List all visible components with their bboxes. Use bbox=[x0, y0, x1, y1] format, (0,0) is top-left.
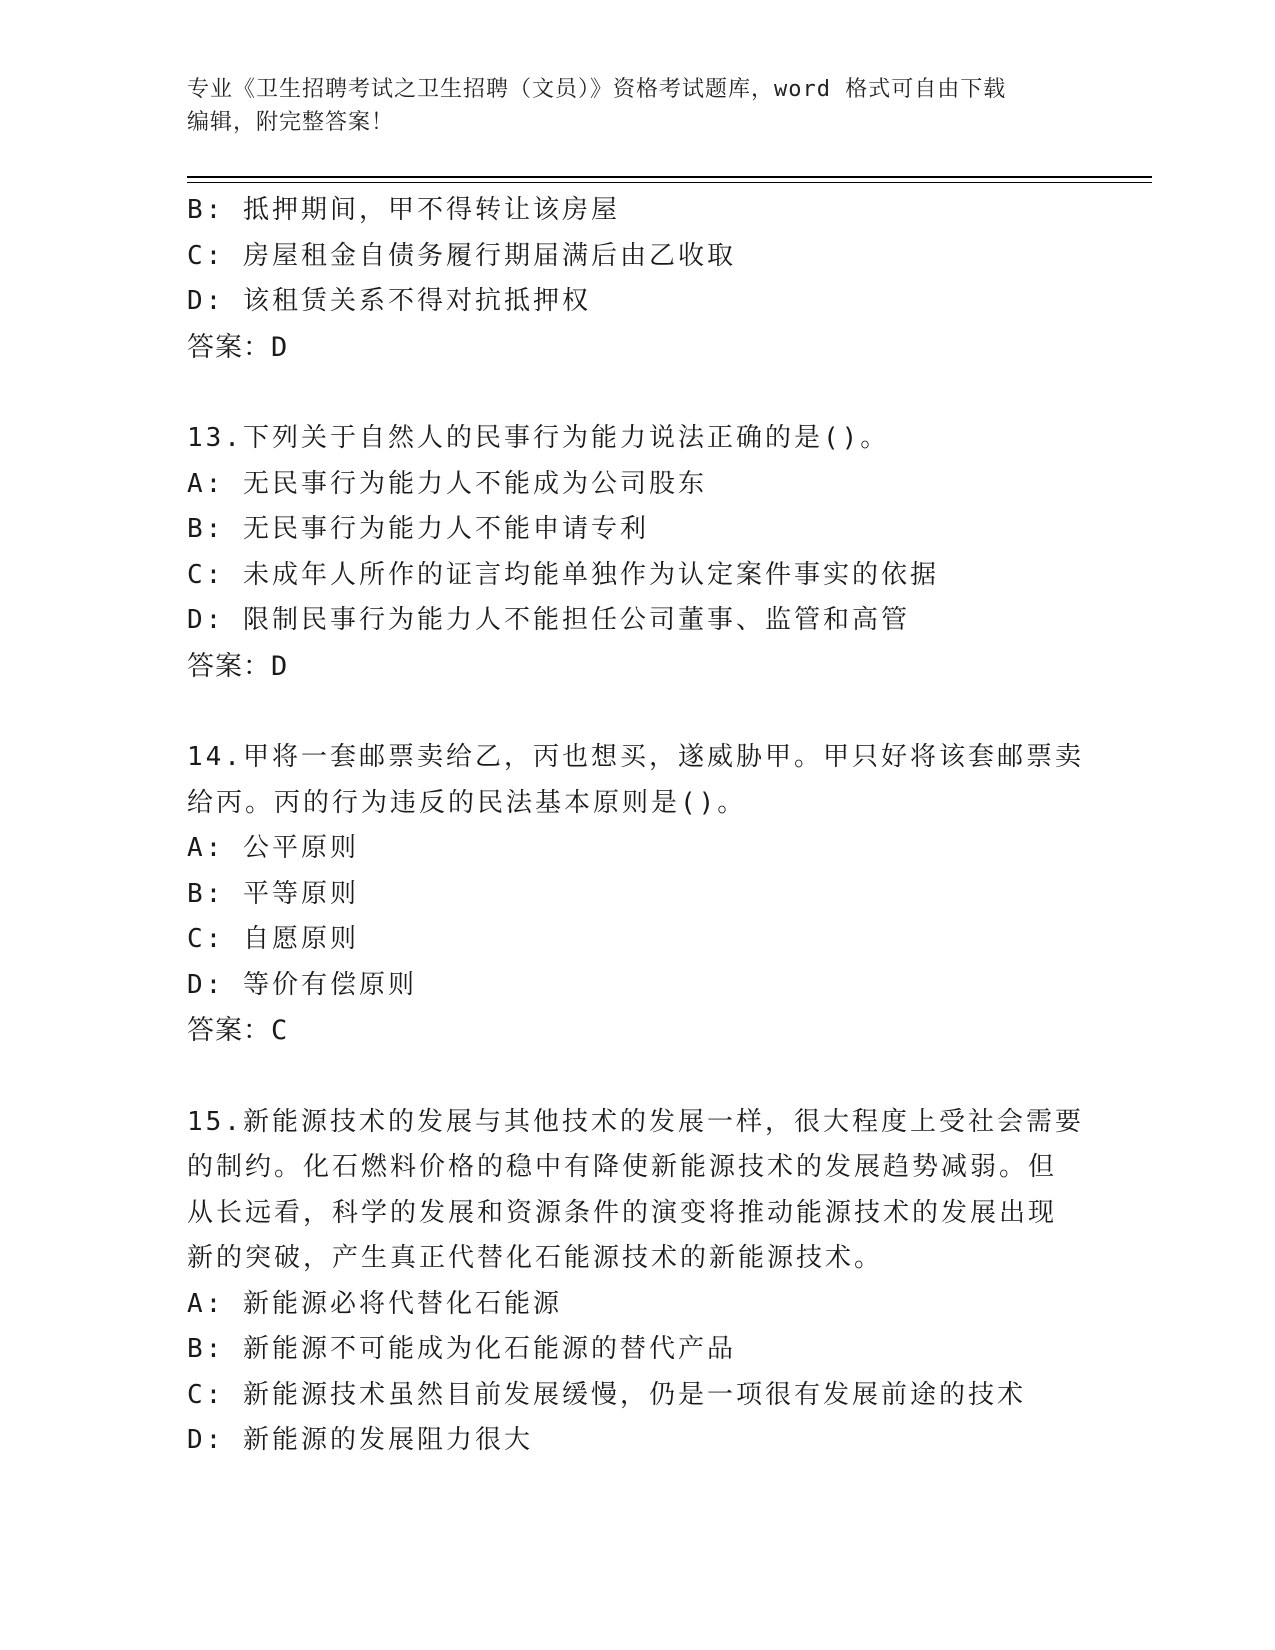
answer-option: D: 新能源的发展阻力很大 bbox=[187, 1425, 533, 1455]
answer-key: 答案：D bbox=[187, 331, 289, 363]
answer-option: A: 公平原则 bbox=[187, 833, 359, 863]
question-list bbox=[187, 188, 1087, 1464]
answer-option: C: 自愿原则 bbox=[187, 924, 359, 954]
answer-option: D: 等价有偿原则 bbox=[187, 969, 417, 1000]
question-stem-line: 15.新能源技术的发展与其他技术的发展一样，很大程度上受社会需要 bbox=[187, 1106, 1084, 1137]
answer-option: D: 该租赁关系不得对抗抵押权 bbox=[187, 286, 591, 316]
question-block bbox=[187, 735, 1087, 1054]
answer-key: 答案：D bbox=[187, 650, 289, 682]
question-stem-line: 13.下列关于自然人的民事行为能力说法正确的是()。 bbox=[187, 423, 890, 453]
question-stem-line: 14.甲将一套邮票卖给乙，丙也想买，遂威胁甲。甲只好将该套邮票卖 bbox=[187, 742, 1084, 772]
answer-option: B: 无民事行为能力人不能申请专利 bbox=[187, 514, 649, 544]
answer-key: 答案：C bbox=[187, 1015, 289, 1046]
answer-option: A: 新能源必将代替化石能源 bbox=[187, 1288, 562, 1319]
answer-option: C: 新能源技术虽然目前发展缓慢，仍是一项很有发展前途的技术 bbox=[187, 1379, 1026, 1410]
question-block bbox=[187, 188, 1087, 370]
question-stem-line: 的制约。化石燃料价格的稳中有降使新能源技术的发展趋势减弱。但 bbox=[187, 1152, 1058, 1182]
header-divider-top bbox=[187, 176, 1152, 178]
header-line-1: 专业《卫生招聘考试之卫生招聘（文员）》资格考试题库，word 格式可自由下载 bbox=[187, 77, 1007, 102]
page-header bbox=[187, 73, 1087, 139]
question-block bbox=[187, 1100, 1087, 1464]
answer-option: B: 抵押期间，甲不得转让该房屋 bbox=[187, 195, 620, 225]
question-block bbox=[187, 416, 1087, 689]
answer-option: C: 房屋租金自债务履行期届满后由乙收取 bbox=[187, 240, 736, 271]
answer-option: A: 无民事行为能力人不能成为公司股东 bbox=[187, 468, 707, 499]
answer-option: B: 新能源不可能成为化石能源的替代产品 bbox=[187, 1334, 736, 1364]
answer-option: B: 平等原则 bbox=[187, 878, 359, 909]
question-stem-line: 新的突破，产生真正代替化石能源技术的新能源技术。 bbox=[187, 1243, 884, 1273]
question-stem-line: 从长远看，科学的发展和资源条件的演变将推动能源技术的发展出现 bbox=[187, 1197, 1058, 1228]
question-stem-line: 给丙。丙的行为违反的民法基本原则是()。 bbox=[187, 787, 747, 818]
header-divider-bottom bbox=[187, 182, 1152, 183]
answer-option: C: 未成年人所作的证言均能单独作为认定案件事实的依据 bbox=[187, 559, 939, 590]
answer-option: D: 限制民事行为能力人不能担任公司董事、监管和高管 bbox=[187, 605, 910, 635]
header-line-2: 编辑，附完整答案！ bbox=[187, 110, 395, 135]
